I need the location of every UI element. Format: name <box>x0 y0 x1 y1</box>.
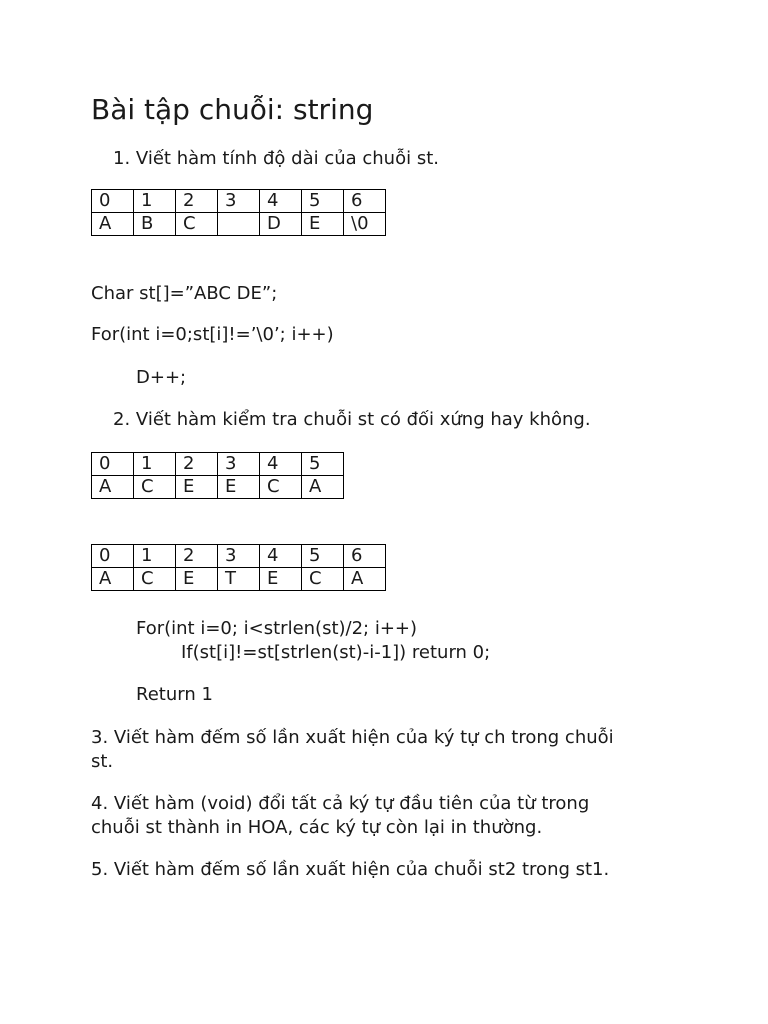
table-cell: E <box>176 568 218 591</box>
code-line: For(int i=0; i<strlen(st)/2; i++) <box>136 618 418 639</box>
question-2 <box>113 408 591 432</box>
table-cell: A <box>302 476 344 499</box>
table-cell: 2 <box>176 545 218 568</box>
table-cell: 0 <box>92 190 134 213</box>
table-cell: 4 <box>260 545 302 568</box>
table-cell: 2 <box>176 190 218 213</box>
table-cell: T <box>218 568 260 591</box>
table-cell: 1 <box>134 453 176 476</box>
table-cell: A <box>344 568 386 591</box>
code-line: Return 1 <box>136 684 213 705</box>
table-row-indices <box>92 453 344 476</box>
table-cell: 3 <box>218 453 260 476</box>
question-5-line-1: 5. Viết hàm đếm số lần xuất hiện của chuỗi st2 trong st1. <box>91 859 610 880</box>
string-table-3 <box>91 544 386 591</box>
table-cell: 1 <box>134 545 176 568</box>
table-cell: 2 <box>176 453 218 476</box>
table-cell: 6 <box>344 190 386 213</box>
table-cell: E <box>302 213 344 236</box>
table-cell <box>218 213 260 236</box>
table-cell: E <box>176 476 218 499</box>
table-cell: C <box>302 568 344 591</box>
table-cell: A <box>92 213 134 236</box>
table-cell: \0 <box>344 213 386 236</box>
table-cell: 3 <box>218 545 260 568</box>
table-cell: C <box>260 476 302 499</box>
table-cell: 5 <box>302 545 344 568</box>
table-cell: 1 <box>134 190 176 213</box>
table-cell: C <box>176 213 218 236</box>
question-3-line-1: 3. Viết hàm đếm số lần xuất hiện của ký tự ch trong chuỗi <box>91 727 614 748</box>
question-2-number: 2. <box>113 409 131 430</box>
table-cell: 3 <box>218 190 260 213</box>
table-row-chars <box>92 476 344 499</box>
question-1-text: Viết hàm tính độ dài của chuỗi st. <box>135 148 439 169</box>
table-cell: 6 <box>344 545 386 568</box>
table-cell: B <box>134 213 176 236</box>
code-line: D++; <box>136 367 187 388</box>
question-3-line-2: st. <box>91 751 114 772</box>
question-2-text: Viết hàm kiểm tra chuỗi st có đối xứng hay không. <box>135 409 591 430</box>
table-row-indices <box>92 190 386 213</box>
question-1-number: 1. <box>113 148 131 169</box>
table-cell: C <box>134 476 176 499</box>
table-cell: D <box>260 213 302 236</box>
string-table-2 <box>91 452 344 499</box>
question-4-line-2: chuỗi st thành in HOA, các ký tự còn lại in thường. <box>91 817 543 838</box>
string-table-1 <box>91 189 386 236</box>
page-title: Bài tập chuỗi: string <box>91 93 374 126</box>
table-cell: E <box>260 568 302 591</box>
table-cell: 5 <box>302 453 344 476</box>
table-cell: C <box>134 568 176 591</box>
table-cell: 0 <box>92 545 134 568</box>
table-cell: 4 <box>260 190 302 213</box>
table-cell: 5 <box>302 190 344 213</box>
table-cell: A <box>92 568 134 591</box>
table-row-indices <box>92 545 386 568</box>
table-row-chars <box>92 213 386 236</box>
question-1 <box>113 147 439 171</box>
table-row-chars <box>92 568 386 591</box>
question-4-line-1: 4. Viết hàm (void) đổi tất cả ký tự đầu tiên của từ trong <box>91 793 590 814</box>
table-cell: 0 <box>92 453 134 476</box>
code-line: For(int i=0;st[i]!=’\0’; i++) <box>91 324 334 345</box>
table-cell: A <box>92 476 134 499</box>
table-cell: E <box>218 476 260 499</box>
table-cell: 4 <box>260 453 302 476</box>
code-line: Char st[]=”ABC DE”; <box>91 283 278 304</box>
code-line: If(st[i]!=st[strlen(st)-i-1]) return 0; <box>181 642 491 663</box>
